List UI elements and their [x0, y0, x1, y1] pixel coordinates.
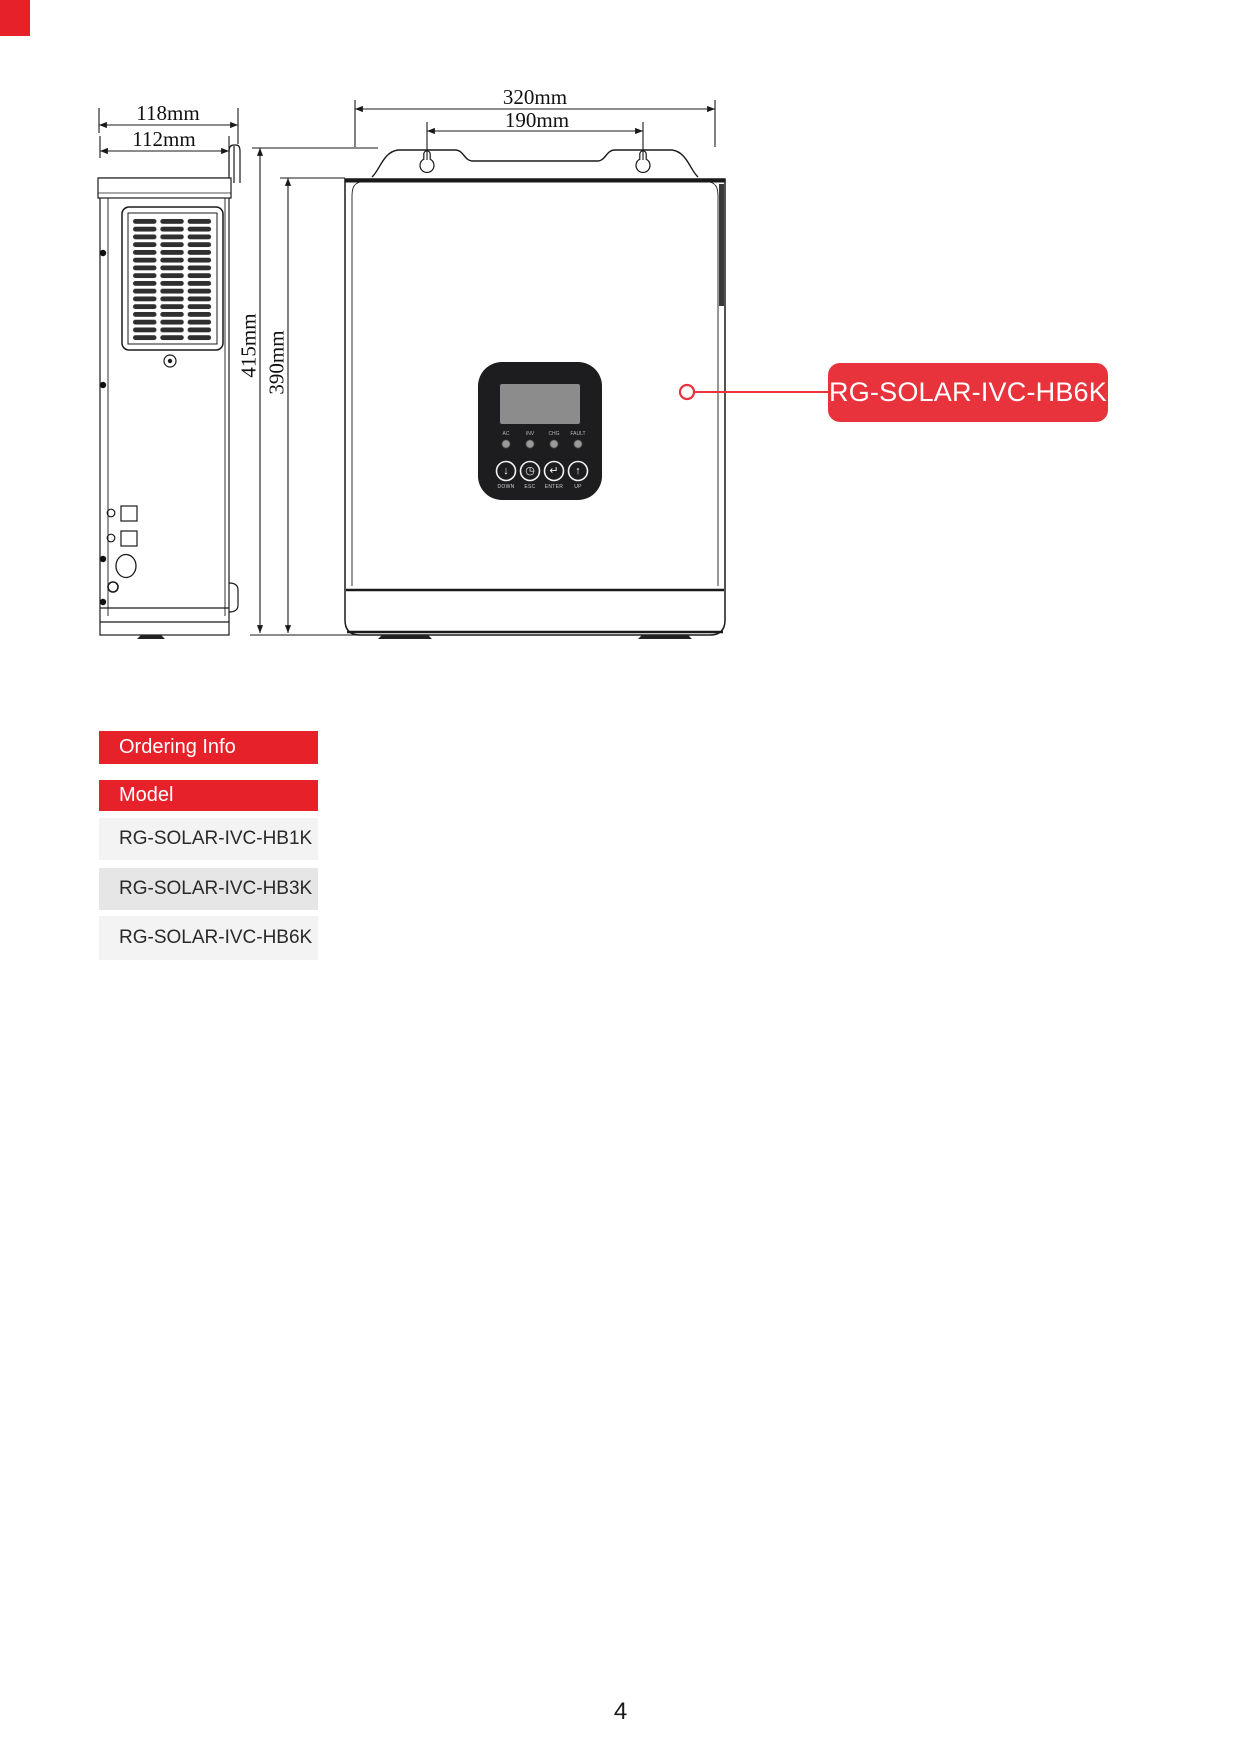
- vent-grille: [122, 207, 223, 350]
- button-label-down: DOWN: [497, 484, 515, 490]
- button-label-enter: ENTER: [544, 484, 564, 490]
- foot-pad: [137, 635, 165, 639]
- callout-circle: [680, 385, 694, 399]
- esc-clock-icon: ◷: [525, 465, 535, 477]
- enter-return-icon: ↵: [549, 465, 559, 477]
- button-label-esc: ESC: [524, 484, 536, 490]
- dim-label-body-height: 390mm: [264, 330, 289, 395]
- ordering-info-header: [99, 731, 318, 764]
- mounting-bracket: [372, 150, 698, 177]
- button-label-up: UP: [574, 484, 582, 490]
- led-label-inv: INV: [525, 431, 535, 437]
- model-row: [99, 916, 318, 960]
- up-arrow-icon: ↑: [575, 465, 581, 477]
- model-header-label: Model: [119, 784, 174, 806]
- edge-shadow: [719, 184, 724, 306]
- front-view-drawing: [345, 150, 725, 639]
- model-row: [99, 868, 318, 910]
- ordering-info-title: Ordering Info: [119, 736, 236, 758]
- model-row: [99, 818, 318, 860]
- model-column-header: [99, 780, 318, 811]
- model-name: RG-SOLAR-IVC-HB6K: [119, 927, 313, 948]
- model-name: RG-SOLAR-IVC-HB1K: [119, 828, 313, 849]
- down-arrow-icon: ↓: [503, 465, 509, 477]
- model-name: RG-SOLAR-IVC-HB3K: [119, 878, 313, 899]
- dim-label-side-body-width: 112mm: [132, 127, 196, 151]
- mount-tab-bottom: [229, 583, 238, 612]
- foot-pad-left: [378, 635, 432, 639]
- dimension-drawing: [0, 0, 1241, 660]
- model-callout: [828, 363, 1108, 422]
- top-cap: [98, 178, 231, 198]
- dim-label-side-overall-width: 118mm: [136, 101, 200, 125]
- lcd-screen: [500, 384, 580, 424]
- foot-pad-right: [638, 635, 692, 639]
- dim-label-front-overall-width: 320mm: [502, 85, 568, 109]
- page-number: 4: [613, 1698, 628, 1725]
- side-view-drawing: [98, 145, 240, 639]
- led-label-ac: AC: [502, 431, 510, 437]
- led-label-chg: CHG: [548, 431, 560, 437]
- led-label-fault: FAULT: [570, 431, 586, 437]
- dim-label-overall-height: 415mm: [236, 313, 261, 378]
- dim-label-hole-spacing: 190mm: [504, 108, 570, 132]
- model-callout-label: RG-SOLAR-IVC-HB6K: [829, 377, 1107, 407]
